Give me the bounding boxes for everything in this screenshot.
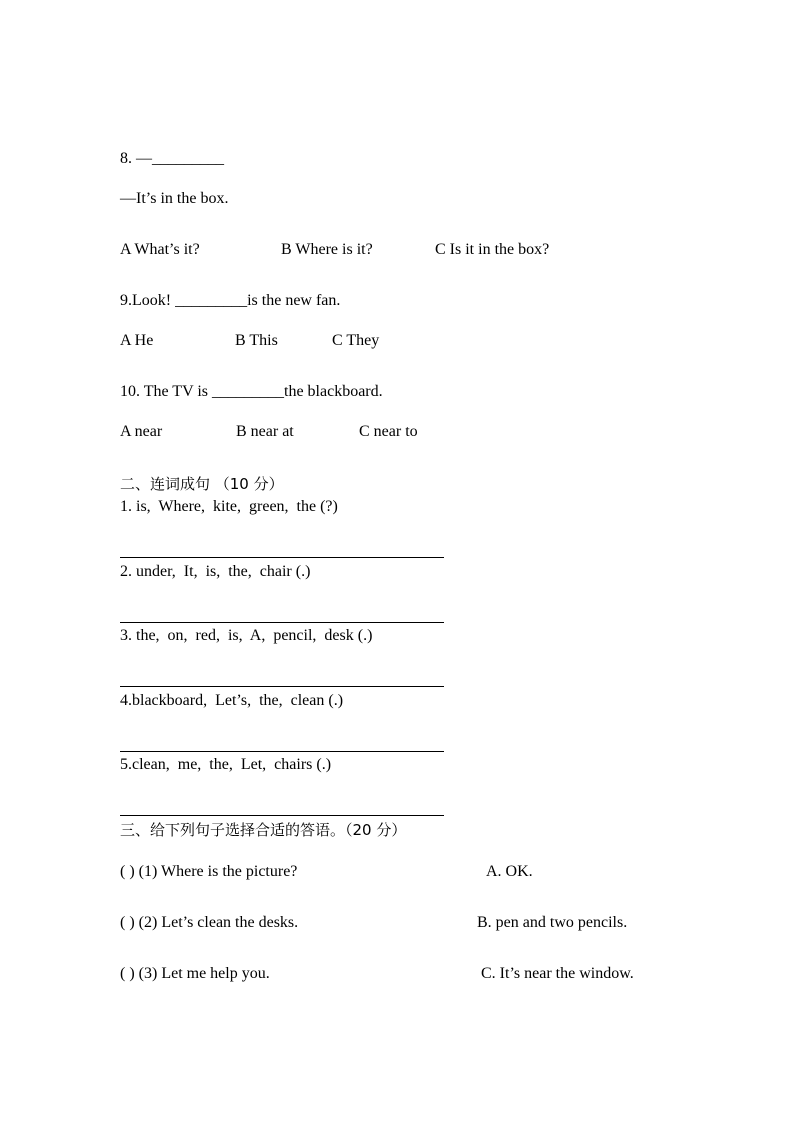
q10-option-a: A near [120,423,163,440]
section2-heading: 二、连词成句 （10 分） [120,475,284,493]
answer-line-1 [120,557,444,558]
q9-option-a: A He [120,332,154,349]
section3-answer-b: B. pen and two pencils. [477,914,628,931]
section3-answer-c: C. It’s near the window. [481,965,634,982]
section2-item-4: 4.blackboard, Let’s, the, clean (.) [120,692,344,709]
q8-option-b: B Where is it? [281,241,373,258]
section3-heading: 三、给下列句子选择合适的答语。（20 分） [120,821,407,839]
section2-item-2: 2. under, It, is, the, chair (.) [120,563,311,580]
q9-stem: 9.Look! _________is the new fan. [120,292,341,309]
q8-option-c: C Is it in the box? [435,241,550,258]
answer-line-5 [120,815,444,816]
answer-line-2 [120,622,444,623]
q8-response: —It’s in the box. [120,190,229,207]
q10-stem: 10. The TV is _________the blackboard. [120,383,383,400]
q9-option-b: B This [235,332,278,349]
answer-line-3 [120,686,444,687]
section2-item-3: 3. the, on, red, is, A, pencil, desk (.) [120,627,373,644]
section3-question-3: ( ) (3) Let me help you. [120,965,270,982]
q8-stem: 8. —_________ [120,150,224,167]
q9-option-c: C They [332,332,380,349]
q10-option-b: B near at [236,423,294,440]
q8-option-a: A What’s it? [120,241,200,258]
q10-option-c: C near to [359,423,418,440]
section3-question-1: ( ) (1) Where is the picture? [120,863,298,880]
section3-answer-a: A. OK. [486,863,533,880]
answer-line-4 [120,751,444,752]
section3-question-2: ( ) (2) Let’s clean the desks. [120,914,299,931]
section2-item-1: 1. is, Where, kite, green, the (?) [120,498,338,515]
section2-item-5: 5.clean, me, the, Let, chairs (.) [120,756,332,773]
